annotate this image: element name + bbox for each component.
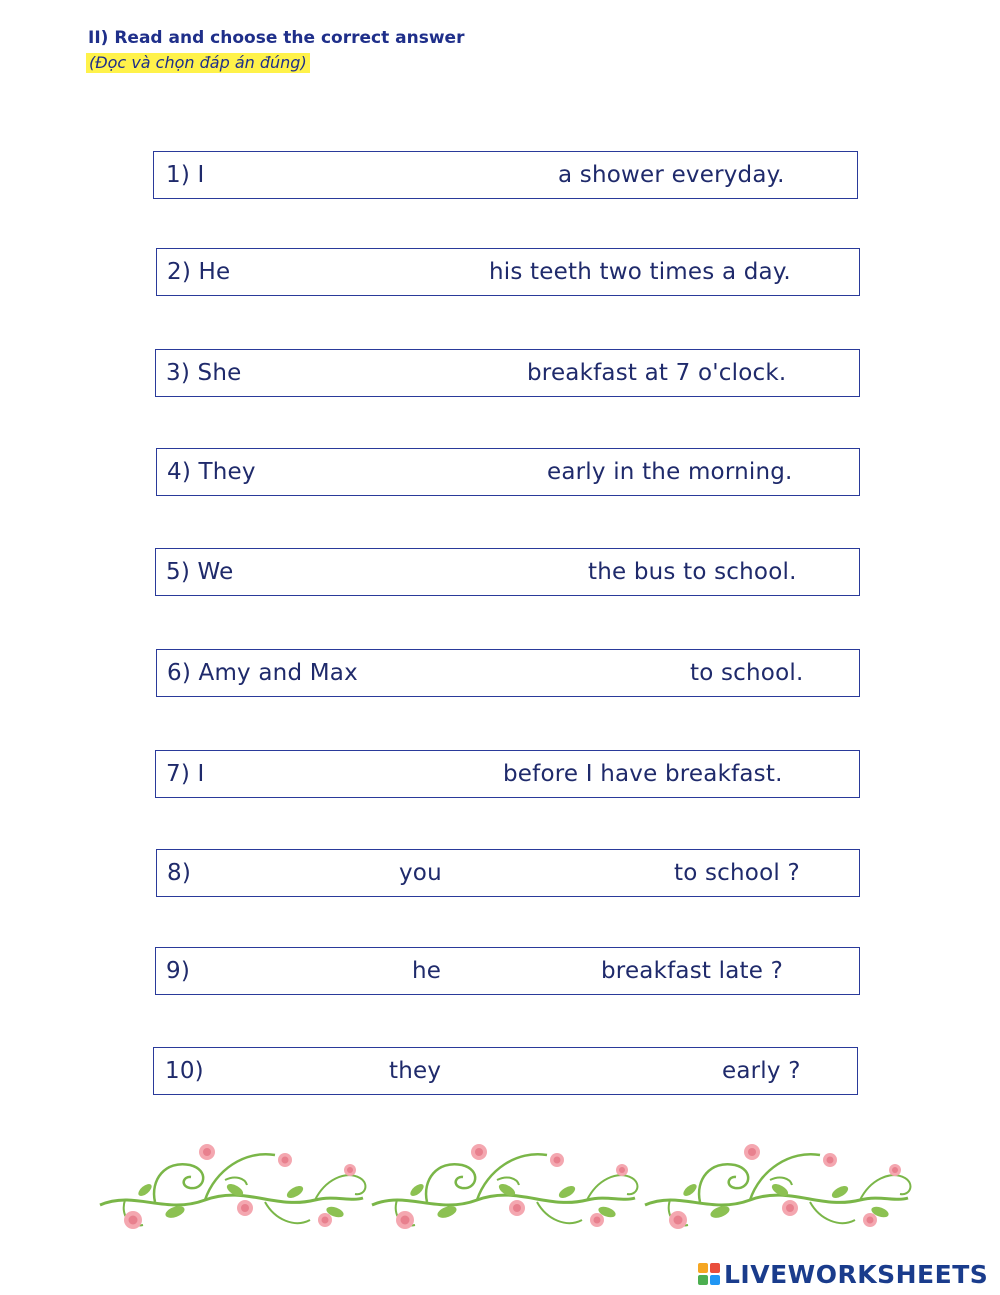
question-10-subject: they — [389, 1058, 442, 1084]
question-6 — [156, 649, 860, 697]
question-8 — [156, 849, 860, 897]
question-10-number: 10) — [165, 1058, 204, 1084]
liveworksheets-logo — [698, 1259, 988, 1289]
question-1-text: a shower everyday. — [558, 162, 785, 188]
question-1-number: 1) I — [166, 162, 205, 188]
question-9 — [155, 947, 860, 995]
question-8-number: 8) — [167, 860, 192, 886]
question-2-text: his teeth two times a day. — [489, 259, 791, 285]
question-7-text: before I have breakfast. — [503, 761, 783, 787]
section-title: II) Read and choose the correct answer — [88, 28, 465, 48]
question-3-text: breakfast at 7 o'clock. — [527, 360, 787, 386]
question-8-text: to school ? — [674, 860, 800, 886]
question-7 — [155, 750, 860, 798]
liveworksheets-logo-icon — [698, 1263, 720, 1285]
question-5-number: 5) We — [166, 559, 234, 585]
question-1 — [153, 151, 858, 199]
question-2-number: 2) He — [167, 259, 231, 285]
question-5-text: the bus to school. — [588, 559, 797, 585]
question-6-number: 6) Amy and Max — [167, 660, 358, 686]
question-10 — [153, 1047, 858, 1095]
question-9-subject: he — [412, 958, 442, 984]
liveworksheets-brand-text: LIVEWORKSHEETS — [724, 1259, 989, 1289]
question-4-text: early in the morning. — [547, 459, 793, 485]
question-4-number: 4) They — [167, 459, 256, 485]
rose-vine-border — [95, 1130, 915, 1240]
question-2 — [156, 248, 860, 296]
question-8-subject: you — [399, 860, 442, 886]
question-7-number: 7) I — [166, 761, 205, 787]
question-9-number: 9) — [166, 958, 191, 984]
section-subtitle: (Đọc và chọn đáp án đúng) — [86, 53, 310, 73]
question-5 — [155, 548, 860, 596]
question-4 — [156, 448, 860, 496]
question-3 — [155, 349, 860, 397]
question-9-text: breakfast late ? — [601, 958, 783, 984]
question-6-text: to school. — [690, 660, 804, 686]
question-3-number: 3) She — [166, 360, 242, 386]
question-10-text: early ? — [722, 1058, 801, 1084]
